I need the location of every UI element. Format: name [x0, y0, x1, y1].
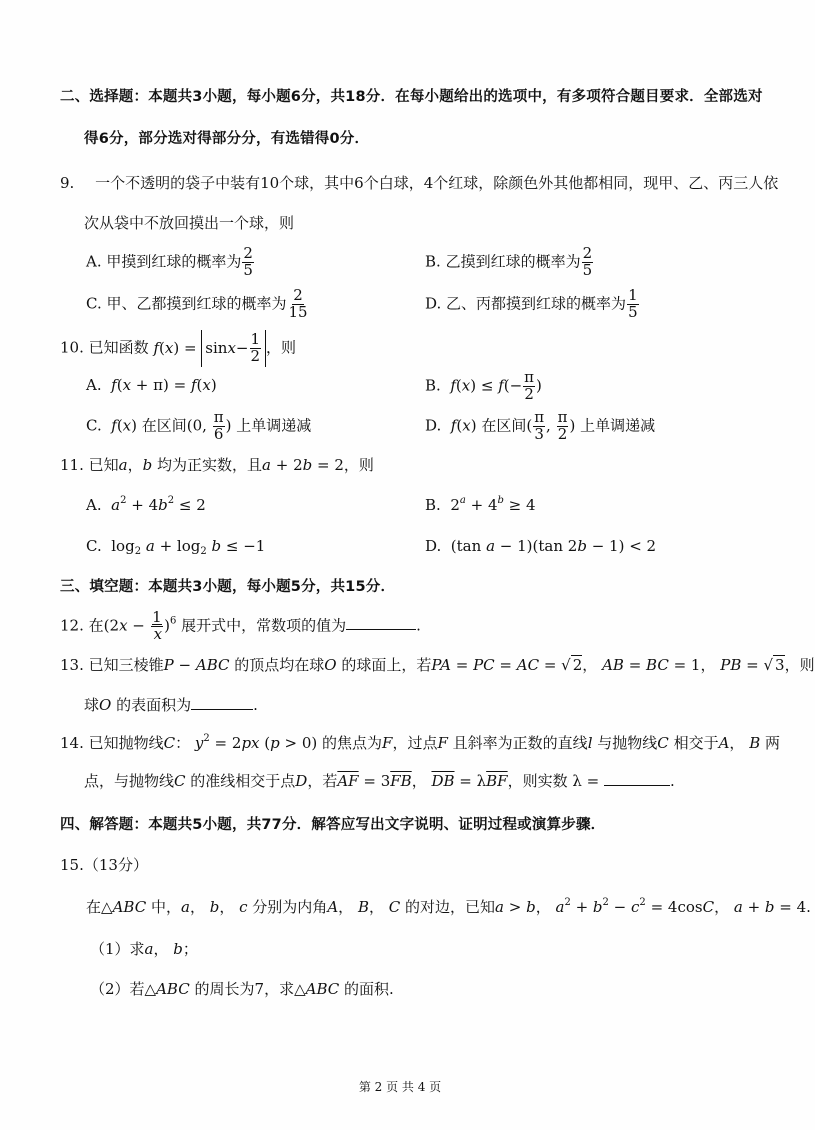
question-9-number: 9.: [60, 174, 75, 192]
section-2-heading-line2: 得6分，部分选对得部分分，有选错得0分．: [84, 131, 370, 147]
question-14-line2: 点，与抛物线C 的准线相交于点D，若$\overline{AF} = 3\overline{FB}$， $\overline{DB} = \lambda\overline{BF}$，则实数 λ = .: [84, 772, 675, 790]
section-4-heading: 四、解答题：本题共5小题，共77分．解答应写出文字说明、证明过程或演算步骤．: [60, 817, 606, 833]
answer-blank[interactable]: [191, 709, 253, 710]
question-15-part-2: （2）若△ABC 的周长为7，求△ABC 的面积.: [90, 980, 394, 998]
fraction: $\frac{2}{5}$: [582, 244, 593, 279]
question-10-option-a: A. f(x + π) = f(x): [86, 376, 217, 394]
question-10-option-d: D. f(x) 在区间( $\frac{\pi}{3}$ , $\frac{\pi}{2}$ ) 上单调递减: [425, 408, 656, 443]
question-9-option-c: C. 甲、乙都摸到红球的概率为 $\frac{2}{15}$: [86, 286, 308, 321]
question-12-stem: 12. 在(2x − $\frac{1}{x}$ )$^6$ 展开式中，常数项的值为 .: [60, 608, 421, 643]
question-11-option-b: B. $2^a + 4^b \ge 4$: [425, 495, 536, 514]
question-11-stem: 11. 已知a，b 均为正实数，且a + 2b = 2，则: [60, 456, 374, 474]
formula: f(x) = sin x − 1 2: [153, 339, 266, 357]
answer-blank[interactable]: [346, 629, 416, 630]
question-15-part-1: （1）求a， b；: [90, 940, 198, 958]
question-10-stem: 10. 已知函数 f(x) = sin x − 1 2 ，则: [60, 330, 297, 365]
fraction: $\frac{2}{15}$: [288, 286, 308, 321]
question-15-intro: 在△ABC 中，a， b， c 分别为内角A， B， C 的对边，已知a > b， $a^2 + b^2 - c^2 = 4\cos C$， a + b = 4.: [86, 897, 811, 916]
question-9-stem: [60, 174, 778, 194]
section-2-heading-line1: 二、选择题：本题共3小题，每小题6分，共18分．在每小题给出的选项中，有多项符合题目要求．全部选对: [60, 89, 763, 105]
question-9-option-b: B. 乙摸到红球的概率为 $\frac{2}{5}$: [425, 244, 593, 279]
question-14-stem: 14. 已知抛物线C： $y^2 = 2px$ (p > 0) 的焦点为F，过点F 且斜率为正数的直线l 与抛物线C 相交于A， B 两: [60, 733, 781, 752]
question-13-stem: 13. 已知三棱锥P − ABC 的顶点均在球O 的球面上，若PA = PC = AC = √ 2， AB = BC = 1， PB = √ 3，则: [60, 656, 815, 674]
question-9-line2: 次从袋中不放回摸出一个球，则: [84, 214, 295, 232]
question-11-option-a: A. $a^2 + 4b^2 \le 2$: [86, 495, 206, 514]
page-footer: 第 2 页 共 4 页: [358, 1080, 442, 1094]
fraction: $\frac{1}{5}$: [628, 286, 638, 321]
question-11-option-d: D. (tan a − 1)(tan 2b − 1) < 2: [425, 537, 657, 555]
question-9-option-a: A. 甲摸到红球的概率为 $\frac{2}{5}$: [86, 244, 253, 279]
answer-blank[interactable]: [604, 785, 670, 786]
question-10-option-b: B. f(x) ≤ f(− $\frac{\pi}{2}$ ): [425, 368, 542, 403]
section-3-heading: 三、填空题：本题共3小题，每小题5分，共15分．: [60, 579, 396, 595]
question-9-option-d: D. 乙、丙都摸到红球的概率为 $\frac{1}{5}$: [425, 286, 638, 321]
question-10-option-c: C. f(x) 在区间(0, $\frac{\pi}{6}$ ) 上单调递减: [86, 408, 312, 443]
question-15-header: 15.（13分）: [60, 856, 148, 874]
question-11-option-c: C. $\log_2 a + \log_2 b \le -1$: [86, 537, 266, 557]
question-9-line1: 一个不透明的袋子中装有10个球，其中6个白球，4个红球，除颜色外其他都相同，现甲、乙、丙三人依: [95, 174, 779, 192]
fraction: $\frac{2}{5}$: [243, 244, 253, 279]
question-13-line2: 球O 的表面积为 .: [84, 696, 258, 714]
